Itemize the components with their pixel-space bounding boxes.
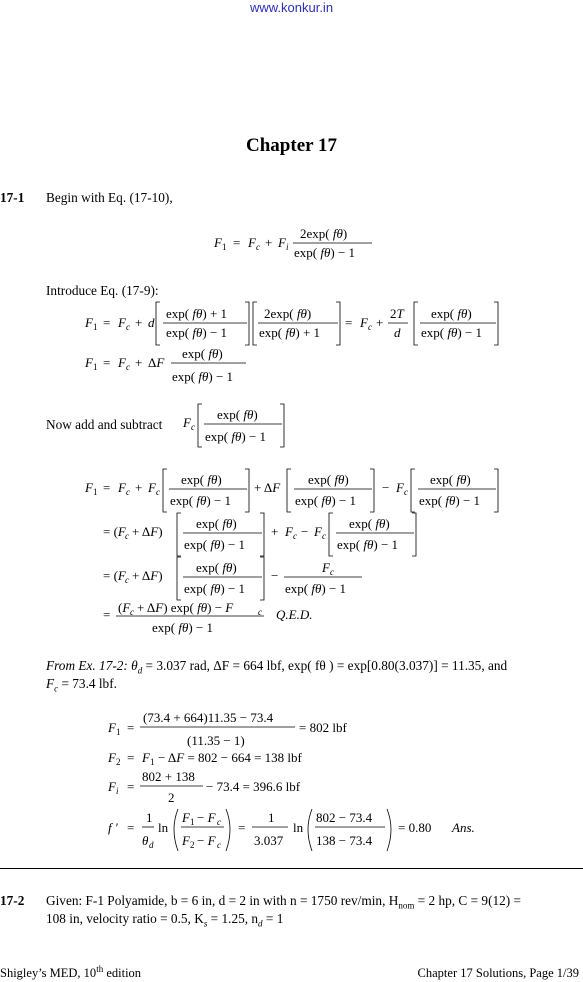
svg-text:+: +	[265, 235, 273, 250]
svg-text:=: =	[103, 355, 111, 370]
from-ex-line-1: From Ex. 17-2: $\theta_d = 3.037$ rad, ΔF = 664 lbf, exp( fθ ) = exp[0.80(3.037)] = 11.35, and	[46, 658, 508, 676]
svg-text:2: 2	[168, 790, 175, 805]
svg-text:ln: ln	[158, 820, 169, 835]
svg-text:c: c	[125, 575, 129, 585]
svg-text:−: −	[271, 568, 279, 583]
from-ex-line-2: $F_c = 73.4$ lbf.	[46, 676, 117, 694]
intro-text: Begin with Eq. (17-10),	[46, 190, 173, 205]
svg-text:F: F	[285, 524, 293, 539]
eq-expanded-3	[103, 557, 362, 600]
svg-text:F: F	[118, 355, 126, 370]
svg-text:+ ΔF): + ΔF)	[132, 568, 163, 583]
svg-text:exp( fθ): exp( fθ)	[308, 472, 349, 487]
svg-text:F: F	[85, 355, 93, 370]
svg-text:=: =	[127, 820, 135, 835]
svg-text:(11.35 − 1): (11.35 − 1)	[187, 733, 245, 748]
svg-text:−: −	[382, 480, 390, 495]
svg-text:exp( fθ): exp( fθ)	[181, 472, 222, 487]
svg-text:exp( fθ) − 1: exp( fθ) − 1	[421, 325, 483, 340]
problem-number-17-2: 17-2	[0, 893, 25, 908]
svg-text:exp( fθ): exp( fθ)	[217, 407, 258, 422]
svg-text:1: 1	[150, 757, 155, 767]
eq-17-10	[213, 226, 372, 260]
svg-text:F: F	[248, 235, 256, 250]
eq-introduce-1	[84, 302, 498, 345]
svg-text:exp( fθ) + 1: exp( fθ) + 1	[166, 306, 228, 321]
svg-text:− 73.4 = 396.6 lbf: − 73.4 = 396.6 lbf	[206, 779, 301, 794]
svg-text:(F: (F	[118, 600, 131, 615]
svg-text:exp( fθ): exp( fθ)	[182, 346, 223, 361]
svg-text:d: d	[394, 325, 401, 340]
svg-text:=: =	[233, 235, 241, 250]
svg-text:F: F	[314, 524, 322, 539]
svg-text:c: c	[217, 840, 221, 850]
svg-text:F: F	[182, 810, 190, 825]
svg-text:+: +	[376, 315, 384, 330]
svg-text:exp( fθ) − 1: exp( fθ) − 1	[285, 581, 347, 596]
svg-text:f ′: f ′	[108, 820, 118, 835]
svg-text:1: 1	[116, 727, 121, 737]
svg-text:F: F	[183, 415, 191, 430]
svg-text:c: c	[126, 487, 130, 497]
svg-text:F: F	[360, 315, 368, 330]
svg-text:F: F	[108, 750, 116, 765]
svg-text:F: F	[142, 750, 150, 765]
svg-text:exp( fθ) − 1: exp( fθ) − 1	[295, 493, 357, 508]
eq-expanded-1	[84, 469, 498, 512]
svg-text:=: =	[103, 480, 111, 495]
svg-text:exp( fθ): exp( fθ)	[430, 472, 471, 487]
svg-text:+ ΔF: + ΔF	[254, 480, 281, 495]
svg-text:c: c	[293, 531, 297, 541]
svg-text:c: c	[126, 362, 130, 372]
svg-text:+ ΔF) exp( fθ) − F: + ΔF) exp( fθ) − F	[137, 600, 234, 615]
svg-text:=: =	[238, 820, 246, 835]
svg-text:i: i	[286, 242, 289, 252]
eq-introduce-2	[84, 346, 246, 384]
svg-text:−: −	[301, 524, 309, 539]
svg-text:c: c	[258, 607, 262, 617]
svg-text:F: F	[396, 480, 404, 495]
svg-text:exp( fθ) − 1: exp( fθ) − 1	[184, 537, 246, 552]
svg-text:802 − 73.4: 802 − 73.4	[316, 810, 373, 825]
svg-text:d: d	[149, 840, 154, 850]
svg-text:d: d	[148, 315, 155, 330]
svg-text:exp( fθ) − 1: exp( fθ) − 1	[170, 493, 232, 508]
svg-text:F: F	[322, 560, 330, 575]
svg-text:= 0.80: = 0.80	[398, 820, 432, 835]
svg-text:i: i	[116, 786, 119, 796]
svg-text:+: +	[135, 480, 143, 495]
svg-text:1: 1	[222, 242, 227, 252]
svg-text:+: +	[271, 524, 279, 539]
footer-left: Shigley’s MED, 10th edition	[0, 963, 142, 980]
svg-text:exp( fθ): exp( fθ)	[431, 306, 472, 321]
qed-label: Q.E.D.	[276, 607, 313, 622]
svg-text:+: +	[135, 315, 143, 330]
svg-text:(73.4 + 664)11.35 − 73.4: (73.4 + 664)11.35 − 73.4	[143, 710, 274, 725]
svg-text:2: 2	[190, 840, 195, 850]
svg-text:= (F: = (F	[103, 524, 126, 539]
watermark-link[interactable]: www.konkur.in	[249, 0, 334, 15]
problem-number-17-1: 17-1	[0, 190, 25, 205]
svg-text:exp( fθ) − 1: exp( fθ) − 1	[172, 369, 234, 384]
svg-text:+: +	[135, 355, 143, 370]
svg-text:1: 1	[190, 817, 195, 827]
svg-text:− F: − F	[197, 810, 216, 825]
svg-text:exp( fθ) − 1: exp( fθ) − 1	[294, 245, 356, 260]
svg-text:F: F	[85, 480, 93, 495]
svg-text:exp( fθ) − 1: exp( fθ) − 1	[152, 620, 214, 635]
svg-text:2exp( fθ): 2exp( fθ)	[300, 226, 348, 241]
svg-text:c: c	[125, 531, 129, 541]
svg-text:=: =	[127, 779, 135, 794]
svg-text:c: c	[191, 422, 195, 432]
svg-text:F: F	[118, 480, 126, 495]
svg-text:=: =	[127, 750, 135, 765]
svg-text:c: c	[217, 817, 221, 827]
svg-text:F: F	[182, 833, 190, 848]
svg-text:c: c	[130, 607, 134, 617]
svg-text:1: 1	[93, 487, 98, 497]
svg-text:F: F	[108, 720, 116, 735]
problem-172-line-2: 108 in, velocity ratio = 0.5, $K_s = 1.25$, $n_d = 1$	[46, 911, 284, 929]
svg-text:− ΔF = 802 − 664 = 138 lbf: − ΔF = 802 − 664 = 138 lbf	[158, 750, 302, 765]
svg-text:1: 1	[146, 810, 153, 825]
eq-f2-calc	[107, 750, 303, 767]
svg-text:= 802 lbf: = 802 lbf	[299, 720, 347, 735]
svg-text:F: F	[214, 235, 222, 250]
chapter-title: Chapter 17	[246, 135, 337, 156]
section-divider	[0, 868, 583, 869]
eq-expanded-4	[103, 600, 312, 635]
svg-text:exp( fθ) + 1: exp( fθ) + 1	[259, 325, 321, 340]
svg-text:exp( fθ): exp( fθ)	[196, 560, 237, 575]
svg-text:c: c	[404, 487, 408, 497]
svg-text:F: F	[85, 315, 93, 330]
svg-text:exp( fθ): exp( fθ)	[196, 516, 237, 531]
introduce-text: Introduce Eq. (17-9):	[46, 283, 159, 298]
now-add-text: Now add and subtract	[46, 417, 163, 432]
svg-text:exp( fθ): exp( fθ)	[349, 516, 390, 531]
svg-text:+ ΔF): + ΔF)	[132, 524, 163, 539]
svg-text:2exp( fθ): 2exp( fθ)	[264, 306, 312, 321]
svg-text:θ: θ	[142, 833, 149, 848]
svg-text:=: =	[103, 315, 111, 330]
svg-text:1: 1	[268, 810, 275, 825]
svg-text:3.037: 3.037	[254, 833, 284, 848]
eq-fi-calc	[107, 769, 301, 805]
svg-text:= (F: = (F	[103, 568, 126, 583]
svg-text:138 − 73.4: 138 − 73.4	[316, 833, 373, 848]
svg-text:F: F	[148, 480, 156, 495]
problem-172-line-1: Given: F-1 Polyamide, b = 6 in, d = 2 in with n = 1750 rev/min, $H_{nom} = 2$ hp, C = 9(12) =	[46, 893, 522, 911]
svg-text:ΔF: ΔF	[148, 355, 165, 370]
svg-text:F: F	[118, 315, 126, 330]
svg-text:1: 1	[93, 322, 98, 332]
svg-text:exp( fθ) − 1: exp( fθ) − 1	[337, 537, 399, 552]
svg-text:ln: ln	[293, 820, 304, 835]
svg-text:=: =	[127, 720, 135, 735]
svg-text:c: c	[126, 322, 130, 332]
svg-text:2T: 2T	[390, 306, 404, 321]
eq-f1-calc	[107, 710, 347, 748]
svg-text:c: c	[368, 322, 372, 332]
svg-text:exp( fθ) − 1: exp( fθ) − 1	[419, 493, 481, 508]
svg-text:exp( fθ) − 1: exp( fθ) − 1	[184, 581, 246, 596]
svg-text:F: F	[278, 235, 286, 250]
footer-right: Chapter 17 Solutions, Page 1/39	[417, 966, 579, 980]
svg-text:c: c	[322, 531, 326, 541]
svg-text:F: F	[108, 779, 116, 794]
eq-expanded-2	[103, 513, 416, 556]
ans-label: Ans.	[452, 820, 475, 835]
eq-add-subtract-term	[182, 404, 284, 447]
svg-text:c: c	[256, 242, 260, 252]
svg-text:c: c	[156, 487, 160, 497]
svg-text:802 + 138: 802 + 138	[142, 769, 195, 784]
svg-text:2: 2	[116, 757, 121, 767]
svg-text:=: =	[345, 315, 353, 330]
svg-text:− F: − F	[197, 833, 216, 848]
eq-fprime-calc	[108, 809, 475, 851]
svg-text:c: c	[330, 567, 334, 577]
svg-text:exp( fθ) − 1: exp( fθ) − 1	[166, 325, 228, 340]
svg-text:exp( fθ) − 1: exp( fθ) − 1	[205, 429, 267, 444]
svg-text:=: =	[103, 607, 111, 622]
svg-text:1: 1	[93, 362, 98, 372]
